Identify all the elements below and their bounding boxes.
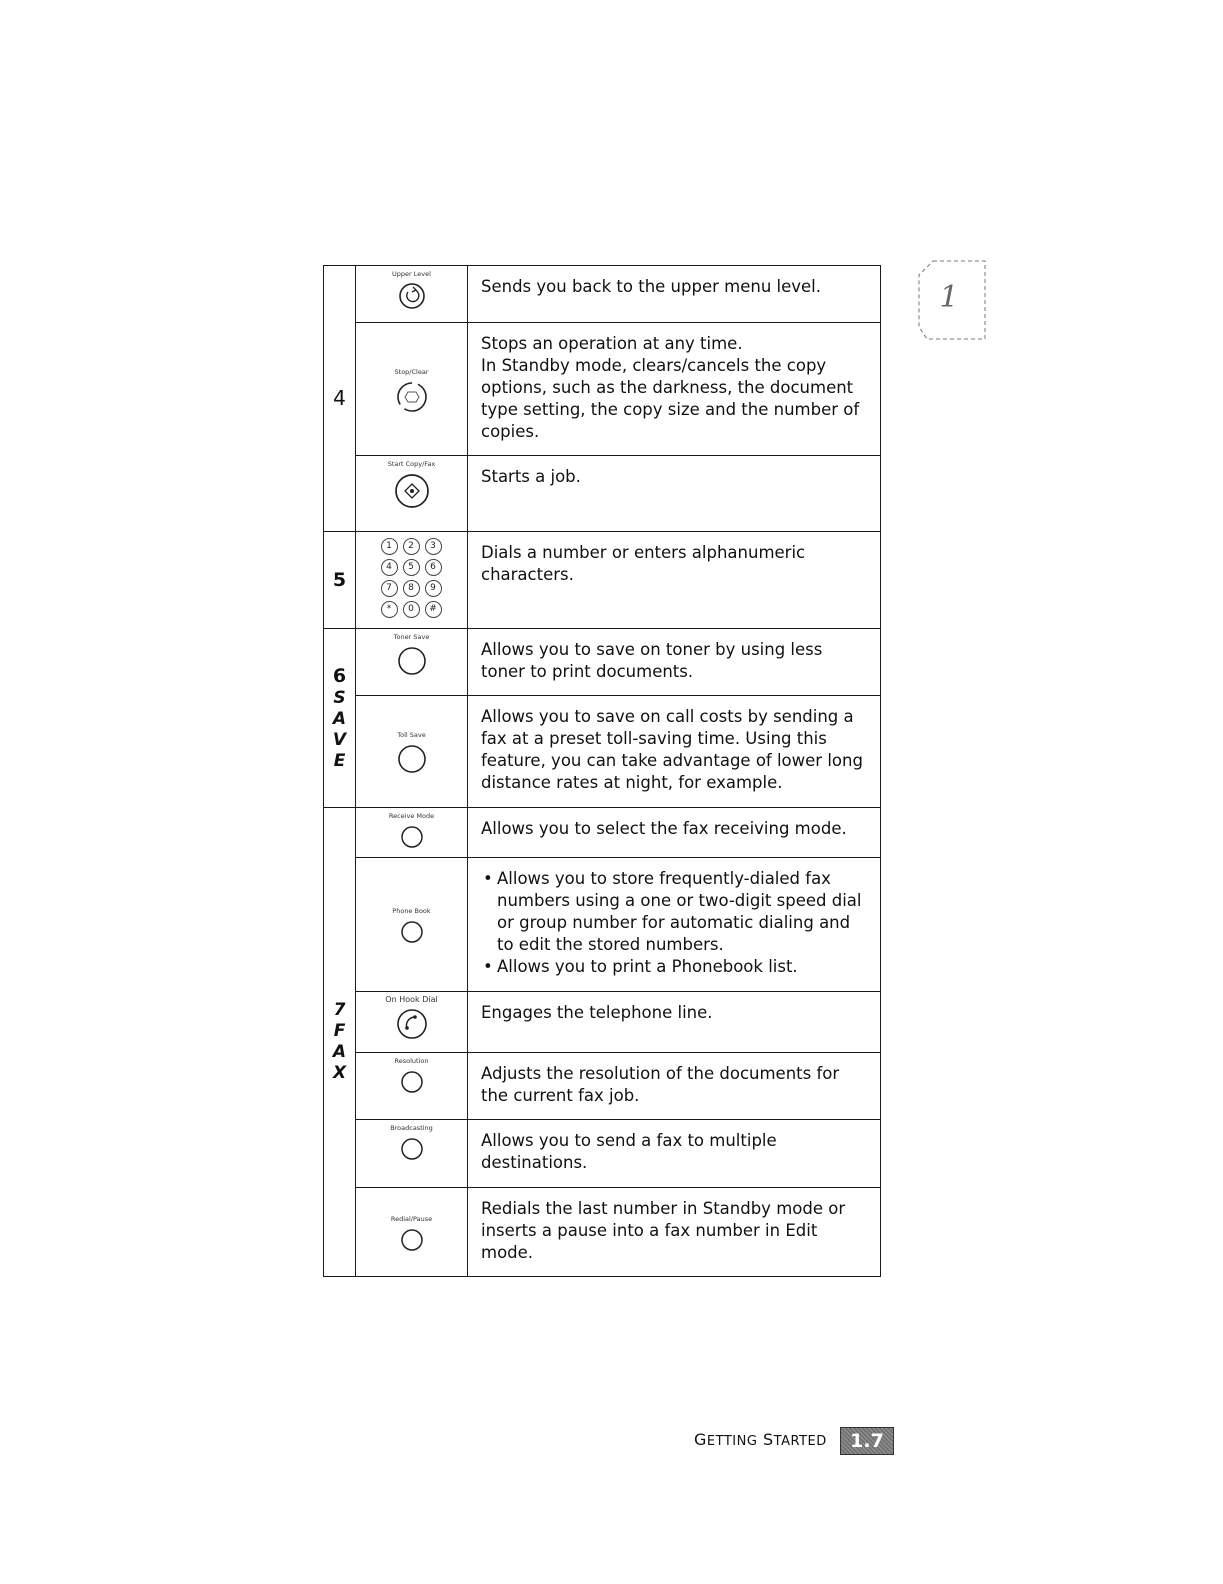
description-cell: [468, 266, 881, 323]
phone-handset-icon: [395, 1007, 429, 1041]
stop-icon: [394, 379, 430, 415]
table-row: [324, 629, 881, 696]
key-star: *: [381, 601, 398, 618]
round-button-icon: [398, 918, 426, 946]
table-row: [324, 992, 881, 1053]
button-cell-start: [356, 456, 468, 532]
key-1: 1: [381, 538, 398, 555]
description-cell: [468, 323, 881, 456]
table-row: [324, 532, 881, 629]
key-7: 7: [381, 580, 398, 597]
keypad-icon: [356, 532, 467, 618]
button-cell-resolution: [356, 1053, 468, 1120]
description-text: Dials a number or enters alphanumeric characters.: [481, 543, 806, 584]
button-label: Resolution: [394, 1057, 429, 1065]
key-3: 3: [425, 538, 442, 555]
description-text: Allows you to save on call costs by sending a fax at a preset toll-saving time. Using this feature, you can take advantage of lower long distance rates at night, for example.: [481, 707, 863, 792]
button-cell-toner-save: [356, 629, 468, 696]
button-label: Receive Mode: [388, 812, 435, 820]
round-button-icon: [398, 1135, 426, 1163]
description-cell: [468, 1120, 881, 1188]
button-cell-redial-pause: [356, 1188, 468, 1277]
group-number-7: 7: [333, 1000, 346, 1020]
button-cell-broadcasting: [356, 1120, 468, 1188]
description-cell: [468, 858, 881, 992]
button-label: Start Copy/Fax: [387, 460, 436, 468]
description-text: Adjusts the resolution of the documents for the current fax job.: [481, 1064, 840, 1105]
button-label: Stop/Clear: [394, 367, 429, 376]
chapter-number: 1: [939, 280, 959, 315]
description-text: Starts a job.: [481, 467, 581, 486]
key-8: 8: [403, 580, 420, 597]
key-0: 0: [403, 601, 420, 618]
round-button-icon: [395, 644, 429, 678]
description-cell: [468, 992, 881, 1053]
description-cell: [468, 456, 881, 532]
description-text: Allows you to save on toner by using less toner to print documents.: [481, 640, 823, 681]
start-diamond-icon: [392, 471, 432, 511]
round-button-icon: [398, 823, 426, 851]
button-cell-upper-level: [356, 266, 468, 323]
description-cell: [468, 1188, 881, 1277]
group-label-fax: 7 F A X: [324, 808, 356, 1277]
control-panel-table: [323, 265, 881, 1277]
table-row: [324, 858, 881, 992]
list-item: • Allows you to store frequently-dialed fax numbers using a one or two-digit speed dial or group number for automatic dialing and to edit the stored numbers.: [481, 868, 868, 956]
footer-section-title: GETTING STARTED: [694, 1430, 827, 1449]
group-number-5: 5: [324, 532, 356, 629]
table-row: [324, 266, 881, 323]
button-cell-stop-clear: [356, 323, 468, 456]
button-label: Broadcasting: [390, 1124, 433, 1132]
button-cell-keypad: [356, 532, 468, 629]
button-cell-phone-book: [356, 858, 468, 992]
table-row: [324, 1053, 881, 1120]
description-cell: [468, 696, 881, 808]
chapter-badge: [915, 257, 987, 341]
button-label: Toner Save: [393, 633, 430, 641]
group-number-6: 6: [332, 664, 347, 687]
list-item: • Allows you to print a Phonebook list.: [481, 956, 868, 978]
key-hash: #: [425, 601, 442, 618]
description-text: Sends you back to the upper menu level.: [481, 277, 821, 296]
key-4: 4: [381, 559, 398, 576]
description-text: Stops an operation at any time. In Standby mode, clears/cancels the copy options, such as the darkness, the document type setting, the copy size and the number of copies.: [481, 334, 860, 441]
bullet-list: [481, 868, 868, 978]
table-row: [324, 696, 881, 808]
table-row: [324, 808, 881, 858]
round-button-icon: [398, 1068, 426, 1096]
description-text: Engages the telephone line.: [481, 1003, 713, 1022]
table-row: [324, 456, 881, 532]
button-label: On Hook Dial: [385, 995, 438, 1004]
button-label: Upper Level: [392, 270, 431, 278]
button-label: Redial/Pause: [390, 1214, 433, 1223]
description-text: Allows you to select the fax receiving mode.: [481, 819, 847, 838]
table-row: [324, 1120, 881, 1188]
round-button-icon: [398, 1226, 426, 1254]
group-number-4: 4: [324, 266, 356, 532]
button-cell-on-hook-dial: [356, 992, 468, 1053]
button-cell-receive-mode: [356, 808, 468, 858]
description-text: Allows you to send a fax to multiple destinations.: [481, 1131, 777, 1172]
button-cell-toll-save: [356, 696, 468, 808]
table-row: [324, 323, 881, 456]
description-cell: [468, 808, 881, 858]
description-cell: [468, 1053, 881, 1120]
key-5: 5: [403, 559, 420, 576]
description-text: Redials the last number in Standby mode or inserts a pause into a fax number in Edit mode.: [481, 1199, 846, 1262]
page-number: 1.7: [840, 1427, 894, 1455]
key-2: 2: [403, 538, 420, 555]
button-label: Toll Save: [397, 731, 426, 739]
group-label-save: 6 S A V E: [324, 629, 356, 808]
back-arrow-icon: [397, 281, 427, 311]
key-9: 9: [425, 580, 442, 597]
description-cell: [468, 532, 881, 629]
table-row: [324, 1188, 881, 1277]
key-6: 6: [425, 559, 442, 576]
round-button-icon: [395, 742, 429, 776]
button-label: Phone Book: [392, 907, 431, 915]
description-cell: [468, 629, 881, 696]
